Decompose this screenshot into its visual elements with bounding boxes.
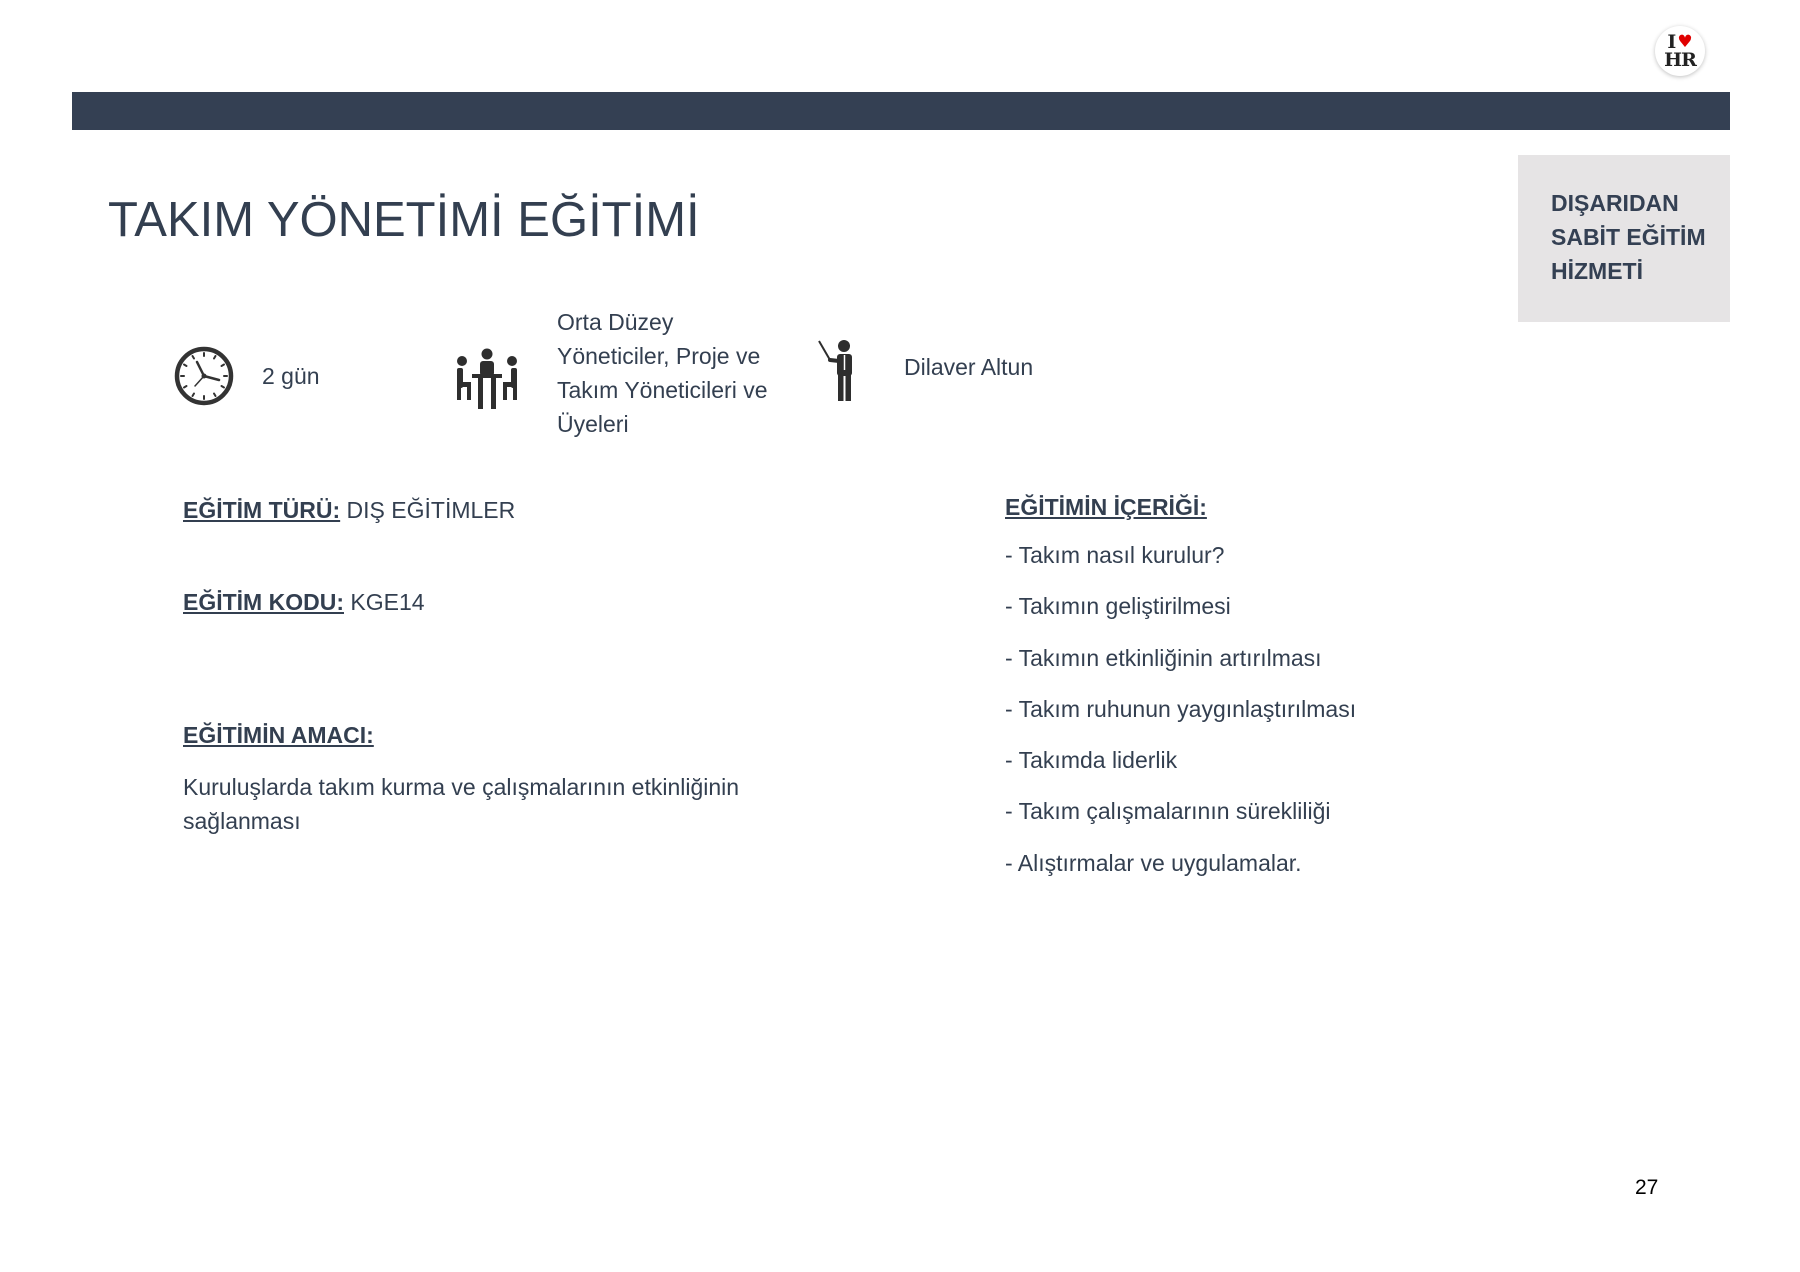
logo-letters-hr: HR: [1664, 48, 1696, 71]
logo-letter-i: I: [1667, 30, 1677, 53]
purpose-line: sağlanması: [183, 808, 301, 834]
content-item: - Takımın etkinliğinin artırılması: [1005, 644, 1322, 671]
training-code-value: KGE14: [344, 589, 425, 615]
content-list: [1005, 540, 1356, 899]
service-tag-line: HİZMETİ: [1551, 258, 1643, 284]
purpose-line: Kuruluşlarda takım kurma ve çalışmalarının etkinliğinin: [183, 774, 740, 800]
content-item: - Takım çalışmalarının sürekliliği: [1005, 798, 1331, 825]
content-item: - Takım nasıl kurulur?: [1005, 542, 1225, 568]
header-band: [72, 92, 1730, 130]
purpose-heading: [183, 722, 374, 749]
content-item: - Takım ruhunun yaygınlaştırılması: [1005, 695, 1357, 722]
service-tag-line: SABİT EĞİTİM: [1551, 224, 1706, 250]
training-code-label: EĞİTİM KODU:: [183, 589, 344, 615]
audience-line: Orta Düzey: [557, 309, 674, 335]
meeting-people-icon: [454, 348, 520, 410]
audience-line: Yöneticiler, Proje ve: [557, 343, 761, 369]
training-type-label: EĞİTİM TÜRÜ:: [183, 497, 341, 523]
purpose-text: [183, 770, 803, 838]
page-number: 27: [1635, 1176, 1659, 1199]
trainer-text: Dilaver Altun: [904, 354, 1034, 380]
duration-text: 2 gün: [262, 363, 320, 389]
content-heading-text: EĞİTİMİN İÇERİĞİ:: [1005, 494, 1207, 520]
service-tag-line: DIŞARIDAN: [1551, 190, 1679, 216]
audience-line: Üyeleri: [557, 411, 629, 437]
heart-icon: ♥: [1677, 31, 1693, 52]
audience-line: Takım Yöneticileri ve: [557, 377, 768, 403]
i-love-hr-logo: [1655, 26, 1705, 76]
content-item: - Takımın geliştirilmesi: [1005, 593, 1231, 620]
purpose-heading-text: EĞİTİMİN AMACI:: [183, 722, 374, 748]
training-type: [183, 497, 515, 524]
training-type-value: DIŞ EĞİTİMLER: [340, 497, 516, 523]
clock-icon: [173, 345, 235, 407]
content-heading: [1005, 494, 1207, 521]
page-title: TAKIM YÖNETİMİ EĞİTİMİ: [108, 193, 700, 247]
content-item: - Alıştırmalar ve uygulamalar.: [1005, 849, 1302, 876]
service-tag-box: [1518, 155, 1730, 322]
content-item: - Takımda liderlik: [1005, 747, 1178, 774]
audience-text: [557, 305, 768, 441]
presenter-icon: [818, 339, 860, 403]
training-code: [183, 589, 425, 616]
